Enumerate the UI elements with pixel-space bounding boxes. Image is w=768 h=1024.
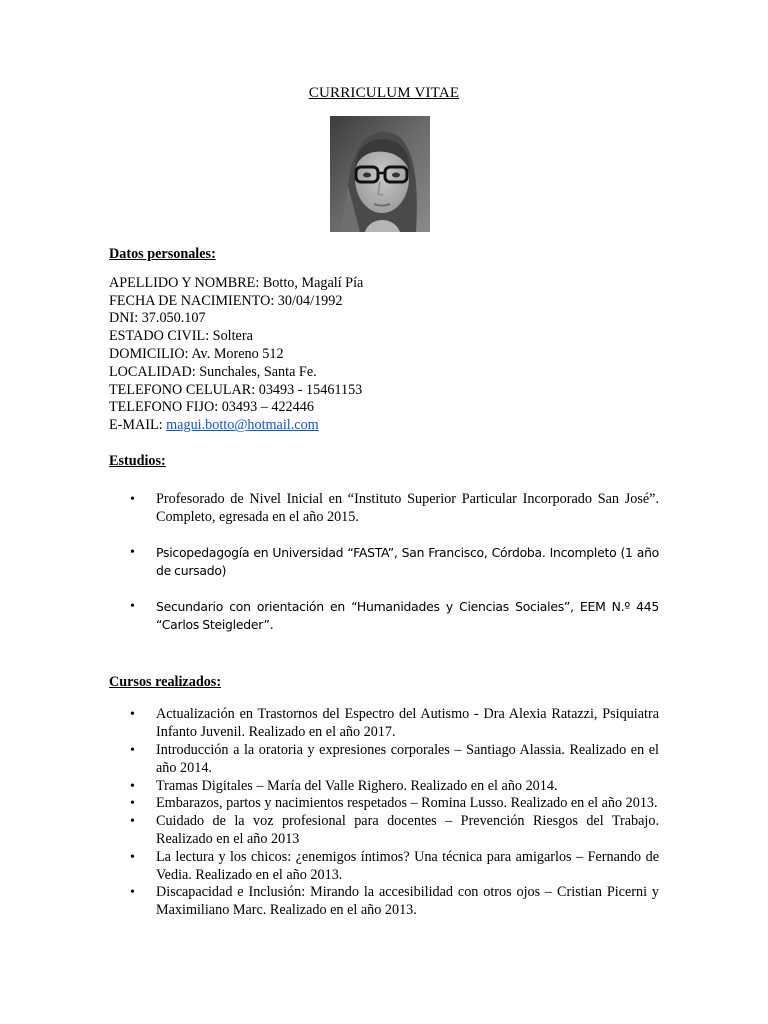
cv-content [109,246,659,920]
course-text: Actualización en Trastornos del Espectro del Autismo - Dra Alexia Ratazzi, Psiquiatra Infanto Juvenil. Realizado en el año 2017. [156,706,659,741]
course-text: Discapacidad e Inclusión: Mirando la accesibilidad con otros ojos – Cristian Picerni y Maximiliano Marc. Realizado en el año 2013. [156,884,659,919]
course-text: Tramas Digitales – María del Valle Righero. Realizado en el año 2014. [156,777,558,794]
list-item [109,778,659,796]
bullet-icon: • [130,707,135,723]
list-item [109,795,659,813]
info-line-mobile: TELEFONO CELULAR: 03493 - 15461153 [109,381,363,398]
bullet-icon: • [130,545,135,561]
course-text: Introducción a la oratoria y expresiones corporales – Santiago Alassia. Realizado en el año 2014. [156,741,659,776]
bullet-icon: • [130,598,135,614]
page-title: CURRICULUM VITAE [308,85,460,101]
course-text: La lectura y los chicos: ¿enemigos íntimos? Una técnica para amigarlos – Fernando de Vedia. Realizado en el año 2013. [156,848,659,883]
courses-heading: Cursos realizados: [109,673,222,690]
bullet-icon: • [130,849,135,865]
list-item [109,706,659,742]
studies-list [109,491,659,634]
email-link[interactable]: magui.botto@hotmail.com [166,417,319,434]
info-line-birthdate: FECHA DE NACIMIENTO: 30/04/1992 [109,292,343,309]
personal-data-heading: Datos personales: [109,246,216,262]
email-label: E-MAIL: [109,417,167,434]
bullet-icon: • [130,491,135,507]
list-item [109,544,659,580]
info-line-locality: LOCALIDAD: Sunchales, Santa Fe. [109,363,317,380]
bullet-icon: • [130,778,135,794]
bullet-icon: • [130,885,135,901]
info-line-landline: TELEFONO FIJO: 03493 – 422446 [109,399,314,416]
info-line-email [109,417,659,435]
info-line-name: APELLIDO Y NOMBRE: Botto, Magalí Pía [109,274,364,291]
study-text: Secundario con orientación en “Humanidades y Ciencias Sociales”, EEM N.º 445 “Carlos Steigleder”. [156,598,659,632]
bullet-icon: • [130,796,135,812]
list-item [109,849,659,885]
bullet-icon: • [130,742,135,758]
info-line-address: DOMICILIO: Av. Moreno 512 [109,345,284,362]
list-item [109,884,659,920]
list-item [109,742,659,778]
personal-data-list [109,275,659,435]
list-item [109,598,659,634]
info-line-civil-status: ESTADO CIVIL: Soltera [109,328,253,345]
profile-photo [330,116,430,232]
study-text: Profesorado de Nivel Inicial en “Instituto Superior Particular Incorporado San José”. Completo, egresada en el año 2015. [156,490,659,525]
bullet-icon: • [130,814,135,830]
list-item [109,813,659,849]
course-text: Embarazos, partos y nacimientos respetados – Romina Lusso. Realizado en el año 2013. [156,795,658,812]
list-item [109,491,659,527]
study-text: Psicopedagogía en Universidad “FASTA”, San Francisco, Córdoba. Incompleto (1 año de cursado) [156,545,659,579]
courses-list [109,706,659,920]
studies-heading: Estudios: [109,452,166,469]
info-line-dni: DNI: 37.050.107 [109,310,206,327]
course-text: Cuidado de la voz profesional para docentes – Prevención Riesgos del Trabajo. Realizado en el año 2013 [156,813,659,847]
